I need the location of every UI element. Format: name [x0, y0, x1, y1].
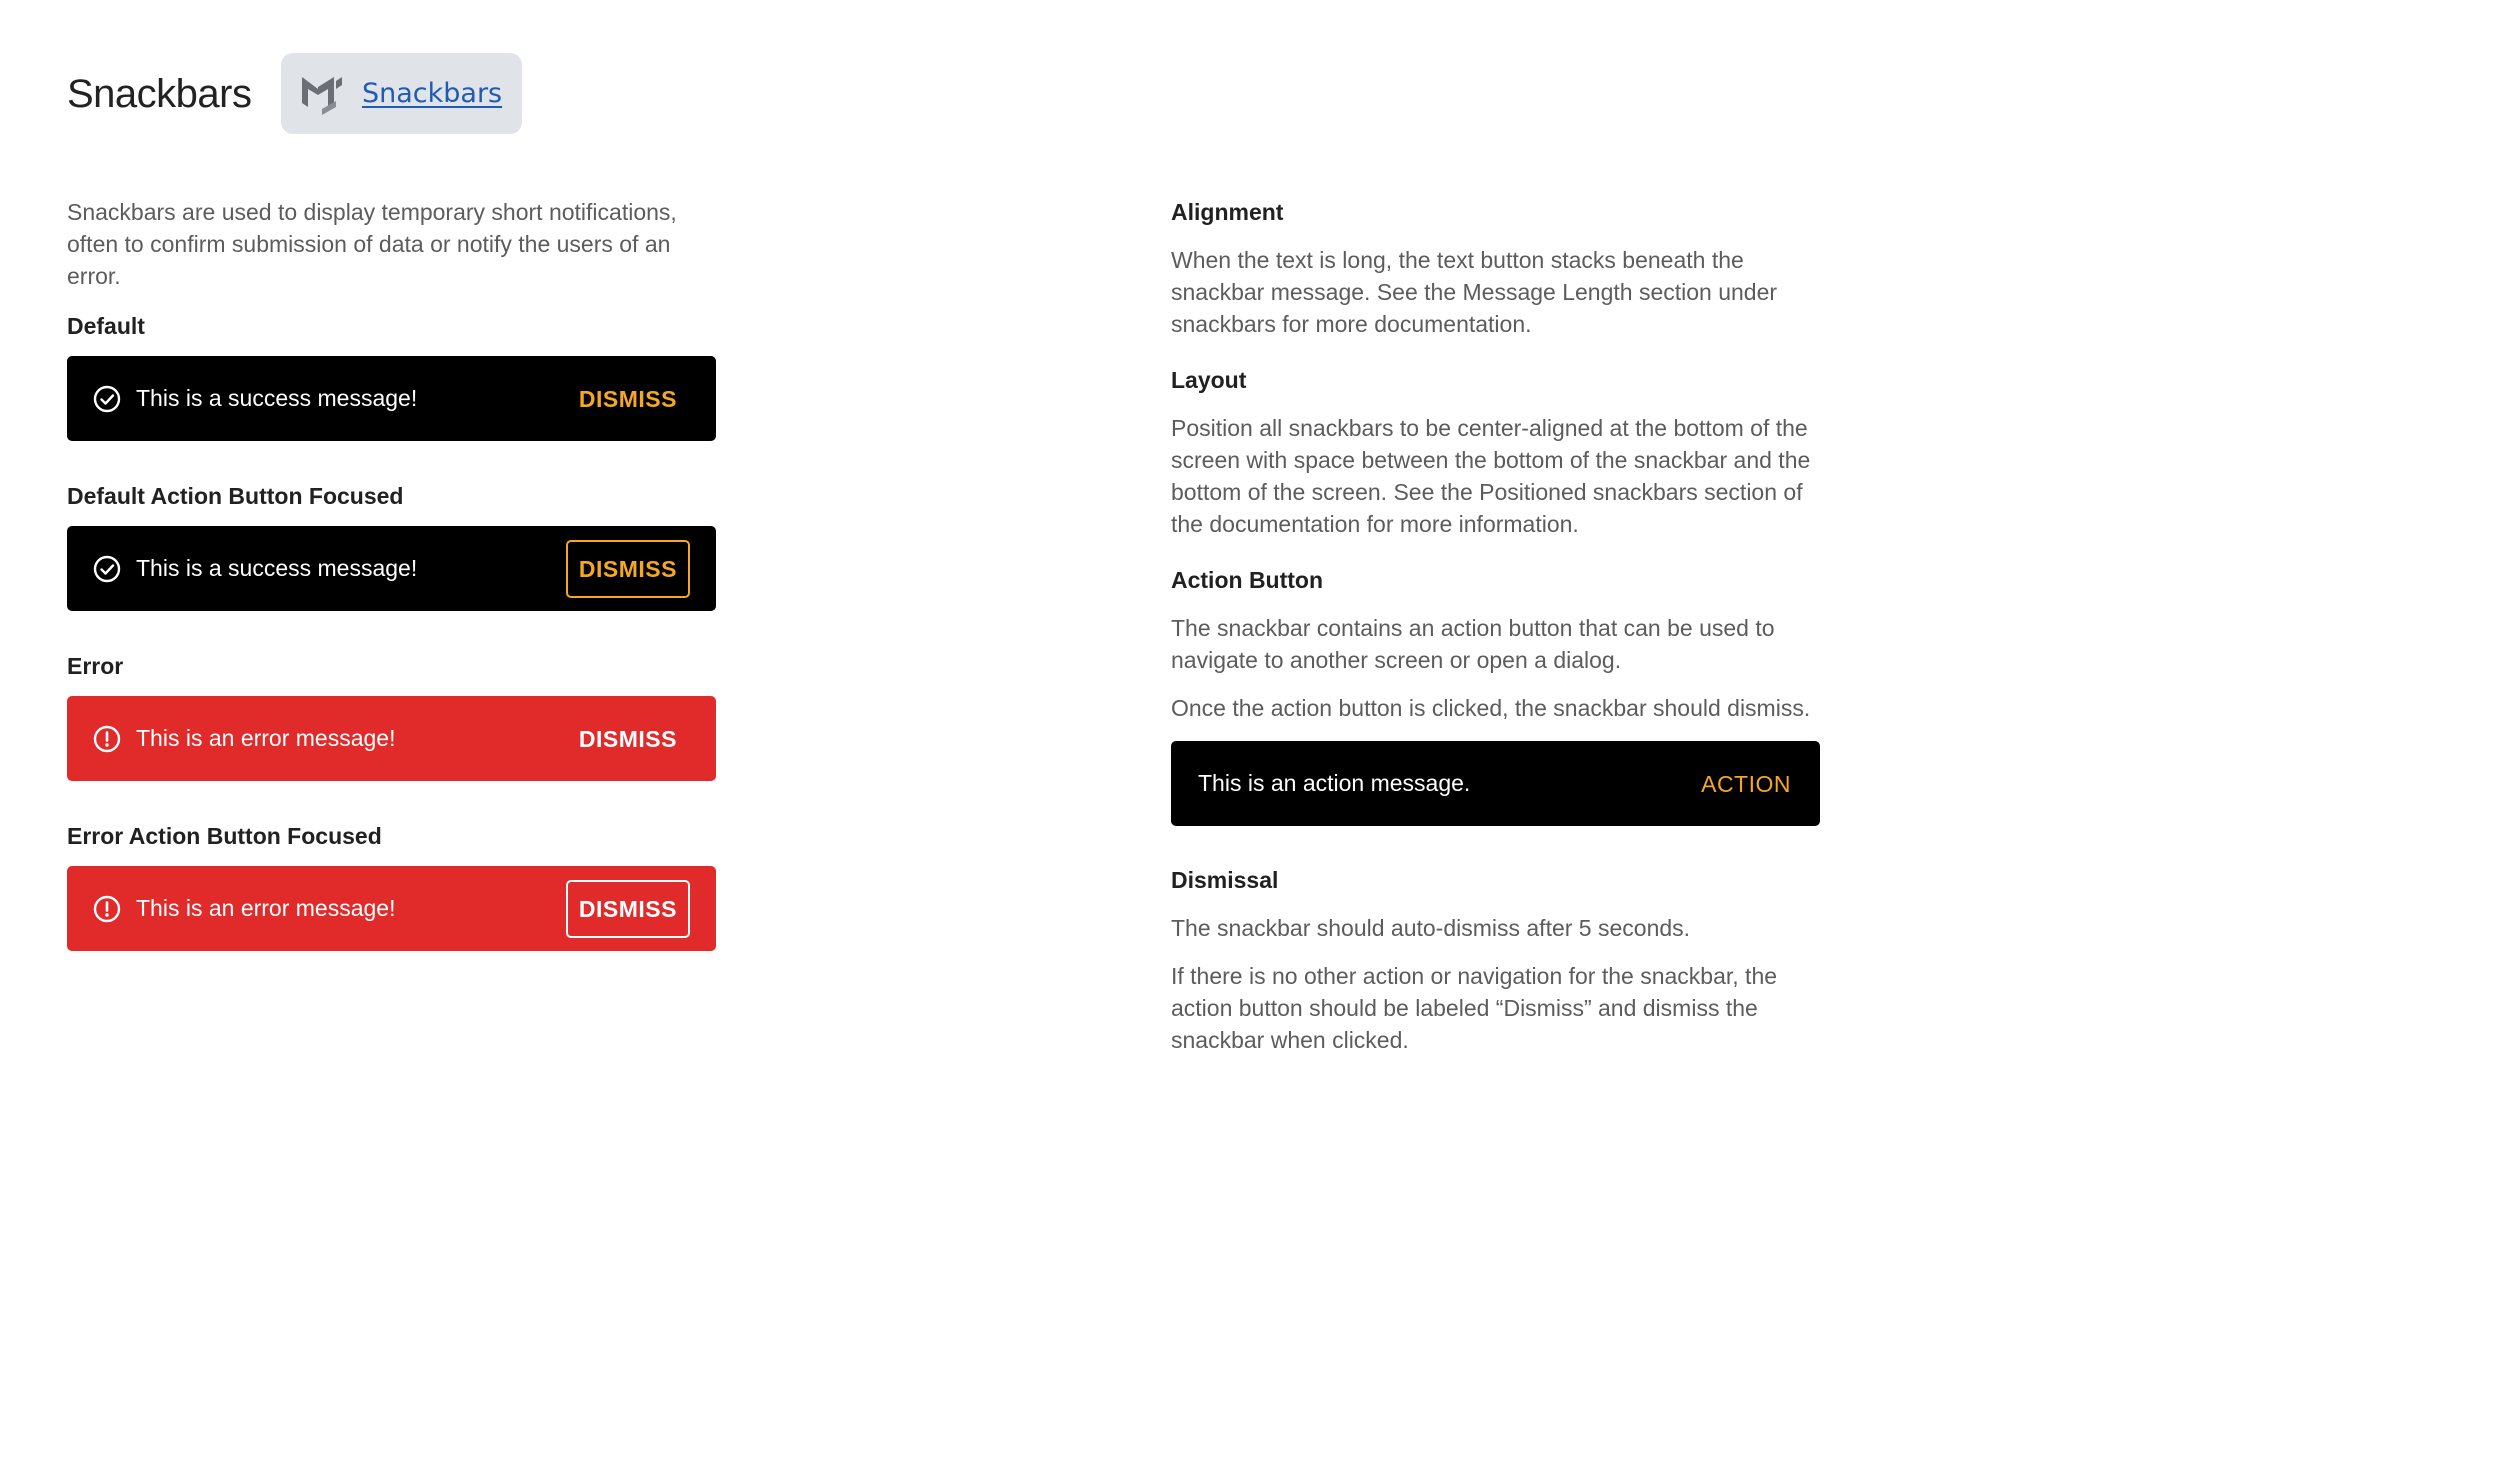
action-button-text-2: Once the action button is clicked, the snackbar should dismiss. [1171, 695, 1811, 721]
dismissal-heading: Dismissal [1171, 867, 1279, 893]
mui-logo-icon [300, 73, 348, 115]
error-circle-icon [92, 724, 122, 754]
snackbar-message: This is a success message! [136, 385, 418, 411]
example-label-default-focused: Default Action Button Focused [67, 483, 404, 509]
check-circle-icon [92, 384, 122, 414]
snackbar-message: This is an action message. [1198, 770, 1471, 796]
left-column [67, 196, 717, 951]
snackbar-message: This is an error message! [136, 895, 396, 921]
dismissal-text-2: If there is no other action or navigation for the snackbar, the action button should be labeled “Dismiss” and dismiss the snackbar when clicked. [1171, 963, 1778, 1053]
layout-heading: Layout [1171, 367, 1247, 393]
snackbar-default-focused [67, 526, 716, 611]
alignment-text: When the text is long, the text button stacks beneath the snackbar message. See the Message Length section under snackbars for more documentation. [1171, 247, 1778, 337]
snackbar-message: This is an error message! [136, 725, 396, 751]
snackbar-message: This is a success message! [136, 555, 418, 581]
mui-docs-link-chip[interactable] [281, 53, 522, 134]
action-button-text-1: The snackbar contains an action button that can be used to navigate to another screen or open a dialog. [1171, 615, 1775, 673]
layout-text: Position all snackbars to be center-aligned at the bottom of the screen with space between the bottom of the snackbar and the bottom of the screen. See the Positioned snackbars section of the documentation for more information. [1171, 415, 1811, 537]
example-label-default: Default [67, 313, 145, 339]
dismissal-text-1: The snackbar should auto-dismiss after 5 seconds. [1171, 915, 1691, 941]
alignment-heading: Alignment [1171, 199, 1284, 225]
right-column [1171, 196, 1821, 1056]
action-button-heading: Action Button [1171, 567, 1324, 593]
snackbar-default [67, 356, 716, 441]
page-title: Snackbars [67, 72, 252, 116]
dismiss-button[interactable]: DISMISS [566, 710, 690, 768]
example-label-error-focused: Error Action Button Focused [67, 823, 382, 849]
action-button[interactable]: ACTION [1699, 755, 1793, 813]
dismiss-button-focused[interactable]: DISMISS [566, 540, 690, 598]
dismiss-button-focused[interactable]: DISMISS [566, 880, 690, 938]
mui-docs-link[interactable]: Snackbars [362, 78, 503, 109]
example-label-error: Error [67, 653, 124, 679]
snackbar-action-demo [1171, 741, 1820, 826]
error-circle-icon [92, 894, 122, 924]
snackbar-error-focused [67, 866, 716, 951]
dismiss-button[interactable]: DISMISS [566, 370, 690, 428]
intro-text: Snackbars are used to display temporary short notifications, often to confirm submission of data or notify the users of an error. [67, 199, 677, 289]
check-circle-icon [92, 554, 122, 584]
snackbar-error [67, 696, 716, 781]
